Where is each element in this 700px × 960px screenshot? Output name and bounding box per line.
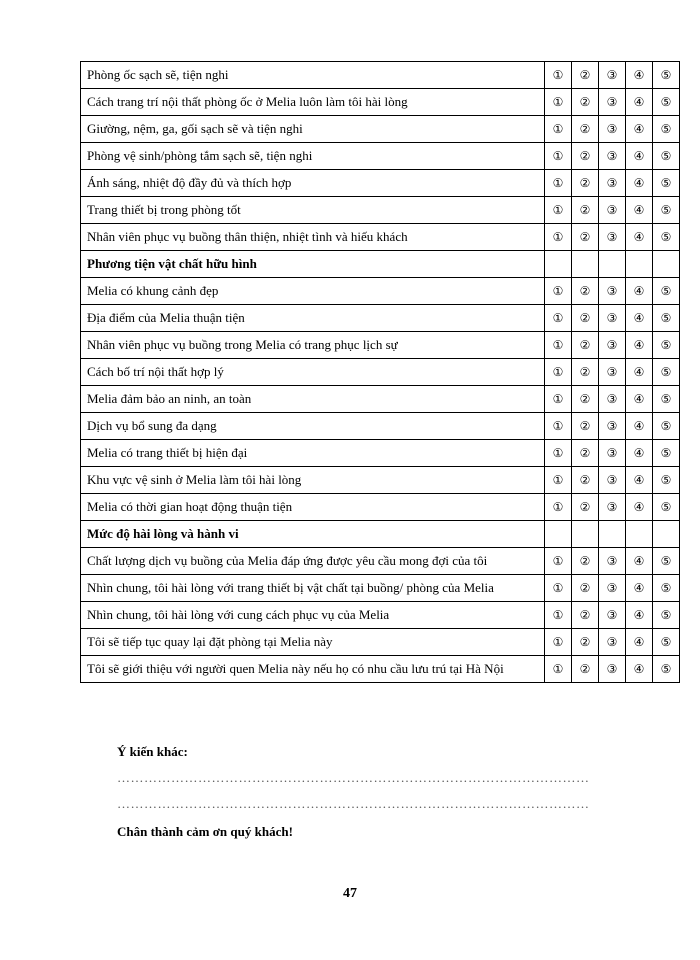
rating-option-3[interactable]: ③ (599, 62, 626, 89)
rating-option-1[interactable]: ① (545, 116, 572, 143)
question-row (81, 89, 680, 116)
question-text: Nhìn chung, tôi hài lòng với trang thiết bị vật chất tại buồng/ phòng của Melia (81, 575, 545, 602)
rating-option-5[interactable]: ⑤ (653, 62, 680, 89)
question-row (81, 116, 680, 143)
rating-option-3[interactable]: ③ (599, 494, 626, 521)
rating-option-1[interactable]: ① (545, 602, 572, 629)
rating-option-2[interactable]: ② (572, 170, 599, 197)
rating-option-2[interactable]: ② (572, 575, 599, 602)
question-row (81, 494, 680, 521)
question-row (81, 305, 680, 332)
rating-option-5[interactable]: ⑤ (653, 332, 680, 359)
rating-option-1[interactable]: ① (545, 548, 572, 575)
rating-option-4[interactable]: ④ (626, 386, 653, 413)
rating-option-3[interactable]: ③ (599, 143, 626, 170)
rating-option-2[interactable]: ② (572, 413, 599, 440)
rating-option-3[interactable]: ③ (599, 467, 626, 494)
rating-option-1[interactable]: ① (545, 143, 572, 170)
empty-cell (653, 521, 680, 548)
section-header-row (81, 521, 680, 548)
rating-option-4[interactable]: ④ (626, 89, 653, 116)
question-text: Phòng vệ sinh/phòng tắm sạch sẽ, tiện nghi (81, 143, 545, 170)
rating-option-1[interactable]: ① (545, 386, 572, 413)
rating-option-5[interactable]: ⑤ (653, 116, 680, 143)
rating-option-1[interactable]: ① (545, 305, 572, 332)
rating-option-4[interactable]: ④ (626, 197, 653, 224)
question-row (81, 602, 680, 629)
question-row (81, 278, 680, 305)
rating-option-5[interactable]: ⑤ (653, 413, 680, 440)
rating-option-2[interactable]: ② (572, 494, 599, 521)
question-row (81, 386, 680, 413)
rating-option-5[interactable]: ⑤ (653, 440, 680, 467)
rating-option-4[interactable]: ④ (626, 440, 653, 467)
rating-option-2[interactable]: ② (572, 89, 599, 116)
rating-option-3[interactable]: ③ (599, 656, 626, 683)
question-row (81, 143, 680, 170)
rating-option-1[interactable]: ① (545, 197, 572, 224)
rating-option-4[interactable]: ④ (626, 656, 653, 683)
question-text: Địa điểm của Melia thuận tiện (81, 305, 545, 332)
rating-option-2[interactable]: ② (572, 224, 599, 251)
rating-option-5[interactable]: ⑤ (653, 494, 680, 521)
survey-table (80, 61, 680, 683)
rating-option-2[interactable]: ② (572, 197, 599, 224)
rating-option-4[interactable]: ④ (626, 467, 653, 494)
empty-cell (545, 521, 572, 548)
rating-option-4[interactable]: ④ (626, 548, 653, 575)
rating-option-2[interactable]: ② (572, 143, 599, 170)
rating-option-5[interactable]: ⑤ (653, 197, 680, 224)
rating-option-1[interactable]: ① (545, 332, 572, 359)
section-header: Mức độ hài lòng và hành vi (81, 521, 545, 548)
rating-option-4[interactable]: ④ (626, 629, 653, 656)
rating-option-4[interactable]: ④ (626, 602, 653, 629)
rating-option-4[interactable]: ④ (626, 359, 653, 386)
question-row (81, 575, 680, 602)
rating-option-3[interactable]: ③ (599, 89, 626, 116)
rating-option-1[interactable]: ① (545, 89, 572, 116)
question-text: Trang thiết bị trong phòng tốt (81, 197, 545, 224)
question-row (81, 224, 680, 251)
rating-option-5[interactable]: ⑤ (653, 467, 680, 494)
rating-option-4[interactable]: ④ (626, 62, 653, 89)
rating-option-3[interactable]: ③ (599, 197, 626, 224)
question-row (81, 440, 680, 467)
rating-option-2[interactable]: ② (572, 305, 599, 332)
rating-option-5[interactable]: ⑤ (653, 305, 680, 332)
question-text: Cách trang trí nội thất phòng ốc ở Melia luôn làm tôi hài lòng (81, 89, 545, 116)
question-text: Nhân viên phục vụ buồng thân thiện, nhiệt tình và hiếu khách (81, 224, 545, 251)
rating-option-3[interactable]: ③ (599, 413, 626, 440)
question-text: Melia có khung cảnh đẹp (81, 278, 545, 305)
rating-option-5[interactable]: ⑤ (653, 278, 680, 305)
rating-option-2[interactable]: ② (572, 62, 599, 89)
question-text: Melia có thời gian hoạt động thuận tiện (81, 494, 545, 521)
rating-option-2[interactable]: ② (572, 332, 599, 359)
section-header-row (81, 251, 680, 278)
rating-option-1[interactable]: ① (545, 224, 572, 251)
empty-cell (599, 521, 626, 548)
rating-option-2[interactable]: ② (572, 116, 599, 143)
question-row (81, 467, 680, 494)
question-row (81, 548, 680, 575)
question-row (81, 62, 680, 89)
question-row (81, 413, 680, 440)
rating-option-3[interactable]: ③ (599, 170, 626, 197)
rating-option-2[interactable]: ② (572, 548, 599, 575)
rating-option-4[interactable]: ④ (626, 143, 653, 170)
other-comments-label: Ý kiến khác: (117, 744, 188, 759)
rating-option-3[interactable]: ③ (599, 224, 626, 251)
rating-option-3[interactable]: ③ (599, 602, 626, 629)
question-text: Melia có trang thiết bị hiện đại (81, 440, 545, 467)
empty-cell (572, 521, 599, 548)
rating-option-1[interactable]: ① (545, 62, 572, 89)
question-text: Nhìn chung, tôi hài lòng với cung cách phục vụ của Melia (81, 602, 545, 629)
rating-option-4[interactable]: ④ (626, 413, 653, 440)
empty-cell (626, 521, 653, 548)
rating-option-3[interactable]: ③ (599, 440, 626, 467)
question-text: Tôi sẽ tiếp tục quay lại đặt phòng tại Melia này (81, 629, 545, 656)
question-text: Giường, nệm, ga, gối sạch sẽ và tiện nghi (81, 116, 545, 143)
question-text: Ánh sáng, nhiệt độ đầy đủ và thích hợp (81, 170, 545, 197)
rating-option-5[interactable]: ⑤ (653, 386, 680, 413)
rating-option-5[interactable]: ⑤ (653, 575, 680, 602)
rating-option-2[interactable]: ② (572, 656, 599, 683)
question-text: Chất lượng dịch vụ buồng của Melia đáp ứng được yêu cầu mong đợi của tôi (81, 548, 545, 575)
rating-option-1[interactable]: ① (545, 467, 572, 494)
rating-option-3[interactable]: ③ (599, 305, 626, 332)
rating-option-1[interactable]: ① (545, 278, 572, 305)
rating-option-5[interactable]: ⑤ (653, 602, 680, 629)
empty-cell (626, 251, 653, 278)
rating-option-2[interactable]: ② (572, 359, 599, 386)
empty-cell (653, 251, 680, 278)
rating-option-2[interactable]: ② (572, 386, 599, 413)
rating-option-5[interactable]: ⑤ (653, 629, 680, 656)
question-text: Dịch vụ bổ sung đa dạng (81, 413, 545, 440)
rating-option-3[interactable]: ③ (599, 359, 626, 386)
rating-option-1[interactable]: ① (545, 629, 572, 656)
rating-option-2[interactable]: ② (572, 440, 599, 467)
question-text: Nhân viên phục vụ buồng trong Melia có trang phục lịch sự (81, 332, 545, 359)
rating-option-3[interactable]: ③ (599, 575, 626, 602)
rating-option-4[interactable]: ④ (626, 224, 653, 251)
question-row (81, 197, 680, 224)
rating-option-5[interactable]: ⑤ (653, 143, 680, 170)
rating-option-4[interactable]: ④ (626, 575, 653, 602)
question-text: Tôi sẽ giới thiệu với người quen Melia này nếu họ có nhu cầu lưu trú tại Hà Nội (81, 656, 545, 683)
page-number: 47 (343, 886, 357, 901)
question-text: Phòng ốc sạch sẽ, tiện nghi (81, 62, 545, 89)
rating-option-2[interactable]: ② (572, 467, 599, 494)
rating-option-5[interactable]: ⑤ (653, 224, 680, 251)
empty-cell (599, 251, 626, 278)
rating-option-1[interactable]: ① (545, 440, 572, 467)
rating-option-3[interactable]: ③ (599, 386, 626, 413)
rating-option-4[interactable]: ④ (626, 170, 653, 197)
rating-option-1[interactable]: ① (545, 575, 572, 602)
section-header: Phương tiện vật chất hữu hình (81, 251, 545, 278)
question-row (81, 629, 680, 656)
rating-option-3[interactable]: ③ (599, 629, 626, 656)
rating-option-3[interactable]: ③ (599, 116, 626, 143)
rating-option-5[interactable]: ⑤ (653, 359, 680, 386)
rating-option-1[interactable]: ① (545, 494, 572, 521)
rating-option-5[interactable]: ⑤ (653, 89, 680, 116)
rating-option-3[interactable]: ③ (599, 332, 626, 359)
rating-option-4[interactable]: ④ (626, 494, 653, 521)
rating-option-5[interactable]: ⑤ (653, 656, 680, 683)
question-text: Melia đảm bảo an ninh, an toàn (81, 386, 545, 413)
rating-option-4[interactable]: ④ (626, 116, 653, 143)
comment-line-2[interactable]: …………………………………………………………………………………………… (117, 796, 590, 811)
question-text: Khu vực vệ sinh ở Melia làm tôi hài lòng (81, 467, 545, 494)
rating-option-5[interactable]: ⑤ (653, 548, 680, 575)
rating-option-4[interactable]: ④ (626, 305, 653, 332)
rating-option-4[interactable]: ④ (626, 332, 653, 359)
question-row (81, 359, 680, 386)
rating-option-1[interactable]: ① (545, 413, 572, 440)
rating-option-2[interactable]: ② (572, 278, 599, 305)
rating-option-3[interactable]: ③ (599, 548, 626, 575)
rating-option-3[interactable]: ③ (599, 278, 626, 305)
rating-option-1[interactable]: ① (545, 656, 572, 683)
thank-you-note: Chân thành cảm ơn quý khách! (117, 824, 293, 839)
comment-line-1[interactable]: …………………………………………………………………………………………… (117, 770, 590, 785)
question-row (81, 332, 680, 359)
rating-option-1[interactable]: ① (545, 359, 572, 386)
rating-option-2[interactable]: ② (572, 629, 599, 656)
rating-option-5[interactable]: ⑤ (653, 170, 680, 197)
rating-option-2[interactable]: ② (572, 602, 599, 629)
empty-cell (572, 251, 599, 278)
rating-option-4[interactable]: ④ (626, 278, 653, 305)
question-text: Cách bố trí nội thất hợp lý (81, 359, 545, 386)
rating-option-1[interactable]: ① (545, 170, 572, 197)
empty-cell (545, 251, 572, 278)
question-row (81, 170, 680, 197)
question-row (81, 656, 680, 683)
